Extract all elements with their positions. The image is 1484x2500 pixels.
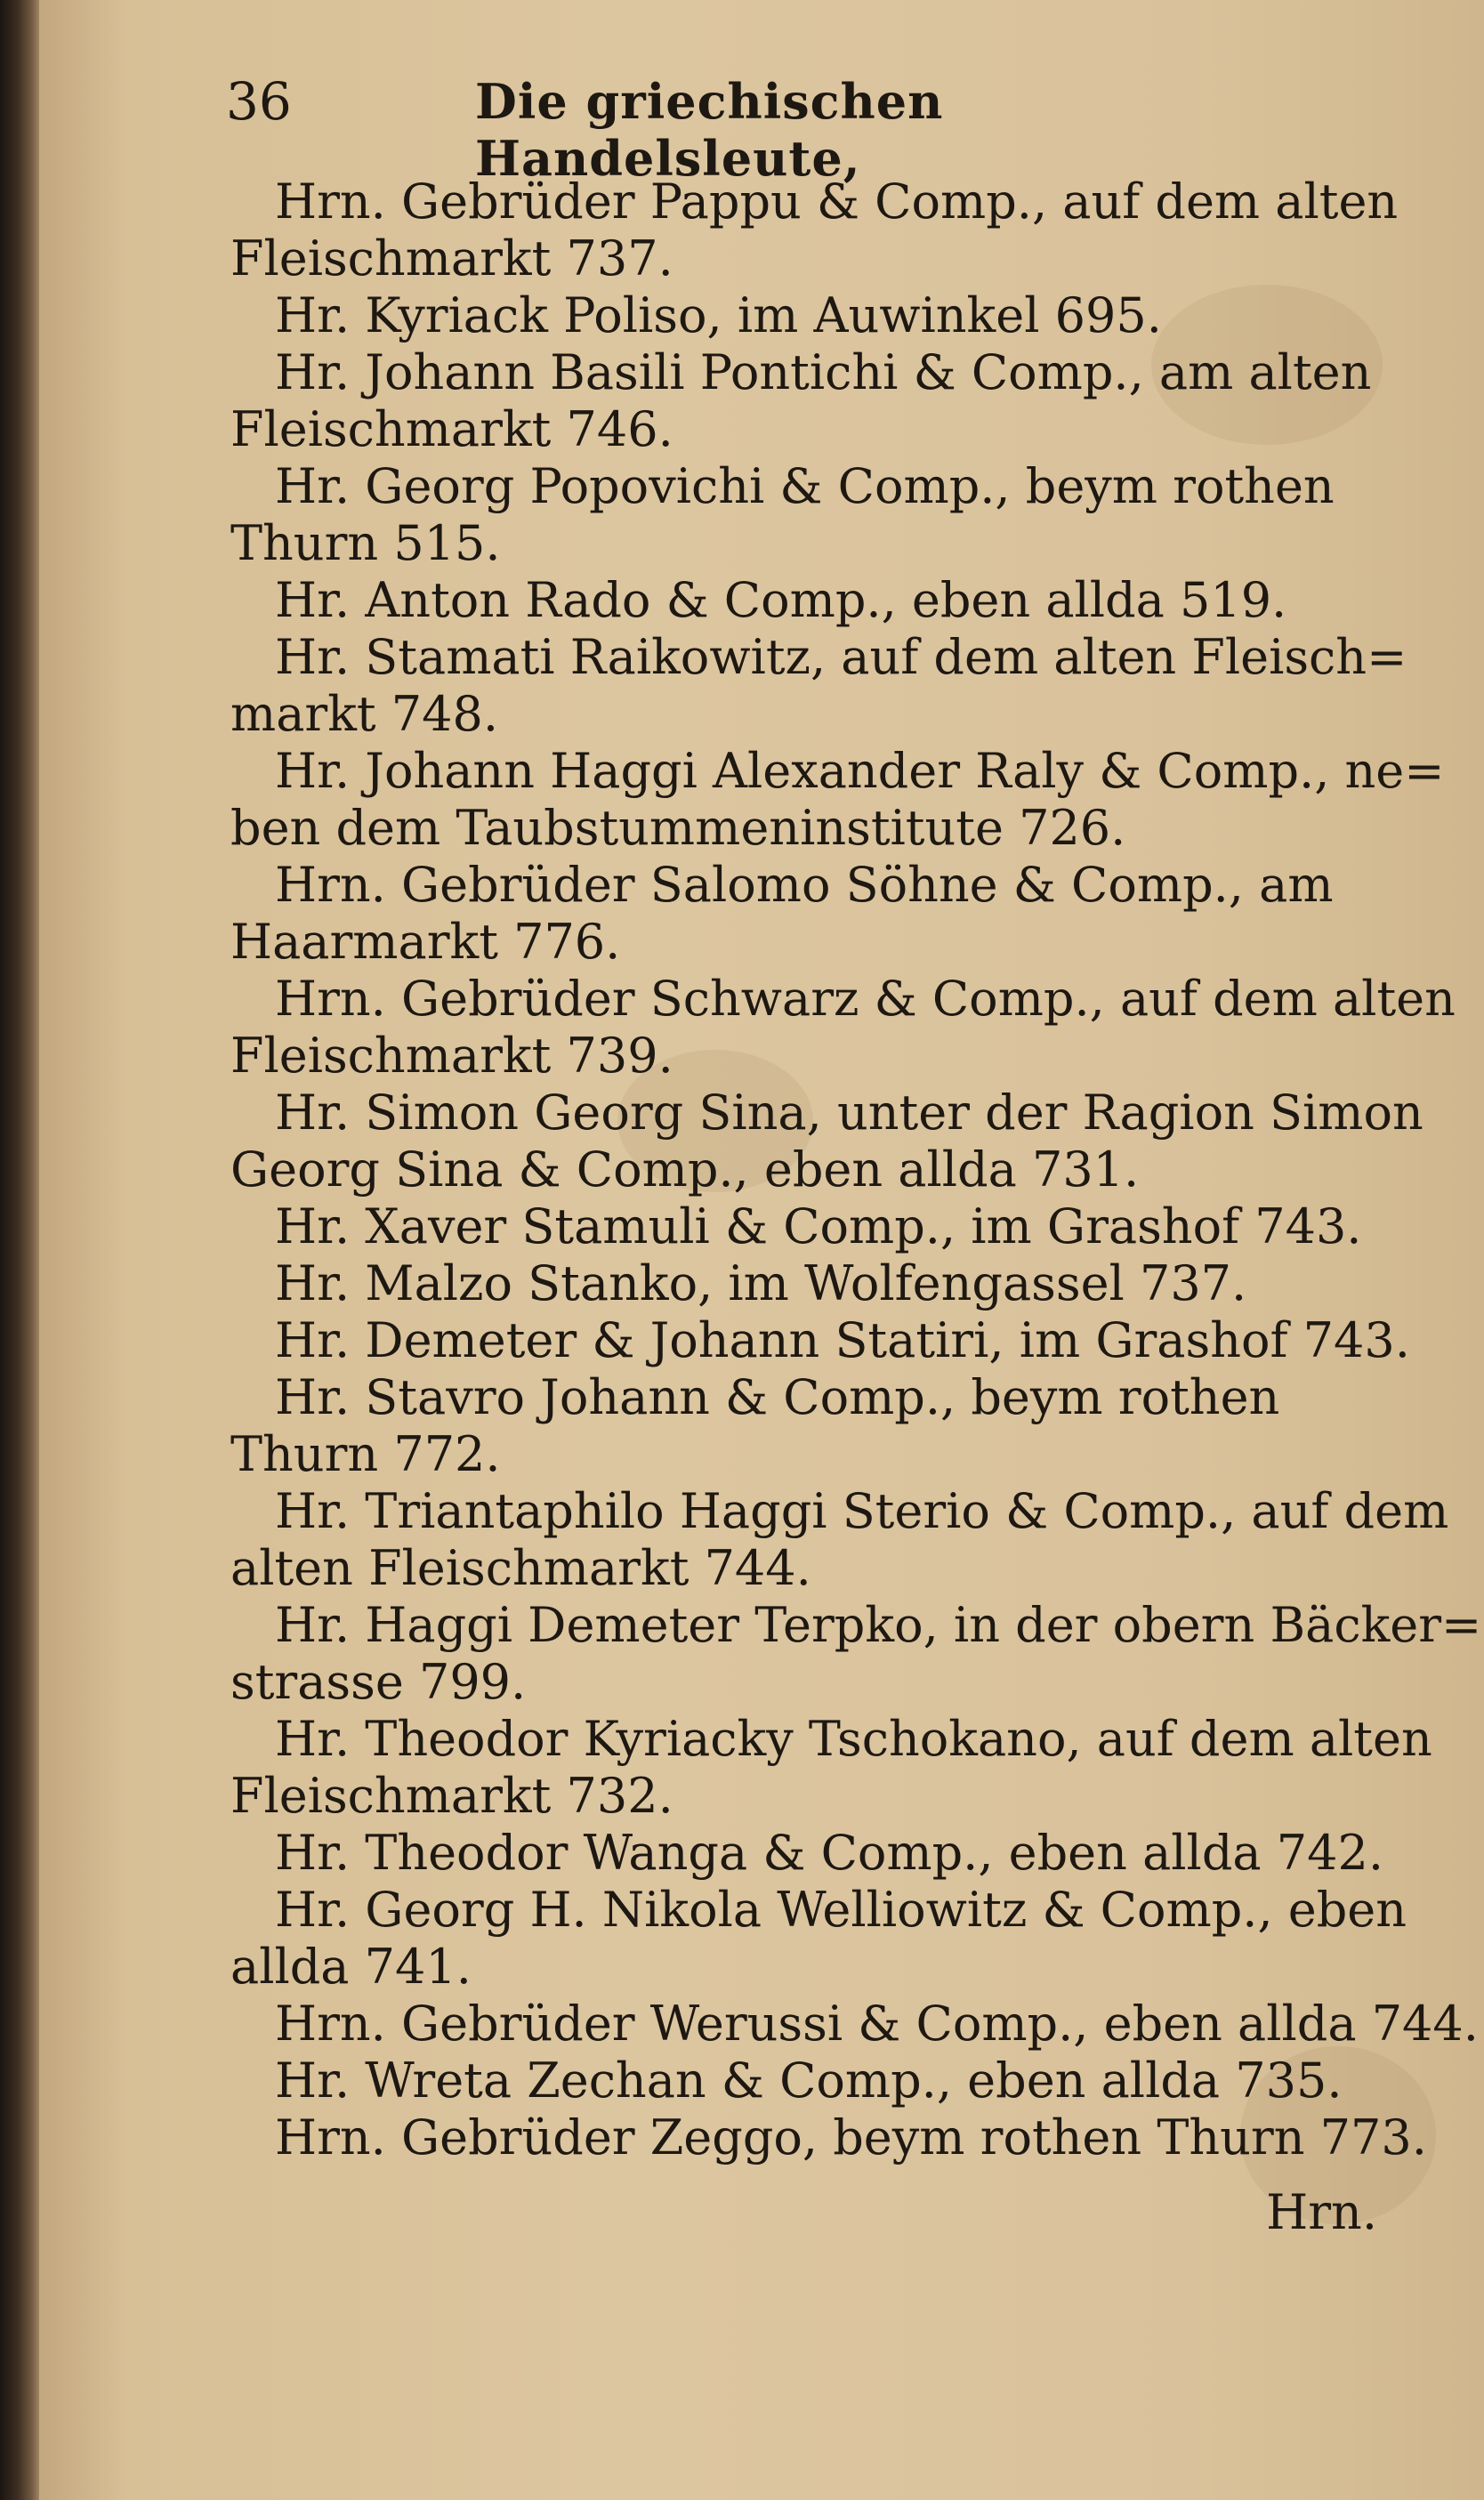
entry-line: alten Fleischmarkt 744. — [230, 1540, 811, 1596]
entry-line: Hr. Georg H. Nikola Welliowitz & Comp., eben — [275, 1882, 1407, 1938]
list-item — [230, 287, 1476, 344]
entry-line: Hr. Kyriack Poliso, im Auwinkel 695. — [275, 287, 1162, 343]
entry-line: allda 741. — [230, 1939, 472, 1995]
list-item — [230, 743, 1476, 857]
entry-line: Hr. Johann Haggi Alexander Raly & Comp., ne= — [275, 743, 1445, 799]
entry-line: Thurn 772. — [230, 1426, 501, 1482]
list-item — [230, 173, 1476, 287]
list-item — [230, 1255, 1476, 1312]
entry-line: Hr. Theodor Wanga & Comp., eben allda 742. — [275, 1825, 1383, 1881]
book-page — [39, 0, 1484, 2500]
entry-line: Fleischmarkt 746. — [230, 401, 673, 457]
page-number: 36 — [226, 71, 292, 132]
list-item — [230, 1483, 1476, 1597]
list-item — [230, 1369, 1476, 1483]
list-item — [230, 572, 1476, 629]
list-item — [230, 857, 1476, 971]
entry-line: Thurn 515. — [230, 515, 501, 571]
list-item — [230, 344, 1476, 458]
list-item — [230, 971, 1476, 1085]
entry-line: Hr. Malzo Stanko, im Wolfengassel 737. — [275, 1255, 1247, 1311]
list-item — [230, 1312, 1476, 1369]
book-binding-edge — [0, 0, 39, 2500]
list-item — [230, 1085, 1476, 1198]
entry-line: Hrn. Gebrüder Werussi & Comp., eben allda 744. — [275, 1996, 1479, 2052]
entry-line: Hr. Haggi Demeter Terpko, in der obern Bäcker= — [275, 1597, 1482, 1653]
catchword: Hrn. — [1266, 2184, 1377, 2240]
entry-line: ben dem Taubstummeninstitute 726. — [230, 800, 1126, 856]
list-item — [230, 629, 1476, 743]
entry-line: markt 748. — [230, 686, 499, 742]
entry-line: Hr. Anton Rado & Comp., eben allda 519. — [275, 572, 1287, 628]
page-header — [226, 62, 1249, 187]
entry-line: Fleischmarkt 732. — [230, 1768, 673, 1824]
list-item — [230, 1996, 1479, 2052]
entry-line: Hrn. Gebrüder Zeggo, beym rothen Thurn 773. — [275, 2109, 1427, 2165]
running-title: Die griechischen Handelsleute, — [475, 73, 944, 187]
entry-line: strasse 799. — [230, 1654, 527, 1710]
entry-line: Fleischmarkt 739. — [230, 1028, 673, 1084]
entry-line: Fleischmarkt 737. — [230, 230, 673, 286]
list-item — [230, 458, 1476, 572]
entry-line: Hr. Georg Popovichi & Comp., beym rothen — [275, 458, 1335, 514]
entry-line: Hr. Theodor Kyriacky Tschokano, auf dem alten — [275, 1711, 1432, 1767]
list-item — [230, 1597, 1482, 1711]
entry-line: Hr. Triantaphilo Haggi Sterio & Comp., auf dem — [275, 1483, 1449, 1539]
entry-line: Hr. Johann Basili Pontichi & Comp., am alten — [275, 344, 1372, 400]
entry-line: Haarmarkt 776. — [230, 914, 621, 970]
entry-line: Georg Sina & Comp., eben allda 731. — [230, 1141, 1140, 1198]
entry-line: Hrn. Gebrüder Salomo Söhne & Comp., am — [275, 857, 1334, 913]
merchant-list — [230, 173, 1482, 2166]
list-item — [230, 2052, 1476, 2109]
entry-line: Hr. Simon Georg Sina, unter der Ragion Simon — [275, 1085, 1424, 1141]
list-item — [230, 1711, 1476, 1825]
entry-line: Hr. Xaver Stamuli & Comp., im Grashof 743. — [275, 1198, 1362, 1254]
list-item — [230, 1198, 1476, 1255]
entry-line: Hrn. Gebrüder Schwarz & Comp., auf dem alten — [275, 971, 1456, 1027]
entry-line: Hr. Wreta Zechan & Comp., eben allda 735. — [275, 2052, 1343, 2109]
entry-line: Hr. Demeter & Johann Statiri, im Grashof 743. — [275, 1312, 1410, 1368]
entry-line: Hrn. Gebrüder Pappu & Comp., auf dem alten — [275, 173, 1399, 230]
entry-line: Hr. Stamati Raikowitz, auf dem alten Fleisch= — [275, 629, 1407, 685]
list-item — [230, 1882, 1476, 1996]
entry-line: Hr. Stavro Johann & Comp., beym rothen — [275, 1369, 1280, 1425]
list-item — [230, 1825, 1476, 1882]
list-item — [230, 2109, 1476, 2166]
